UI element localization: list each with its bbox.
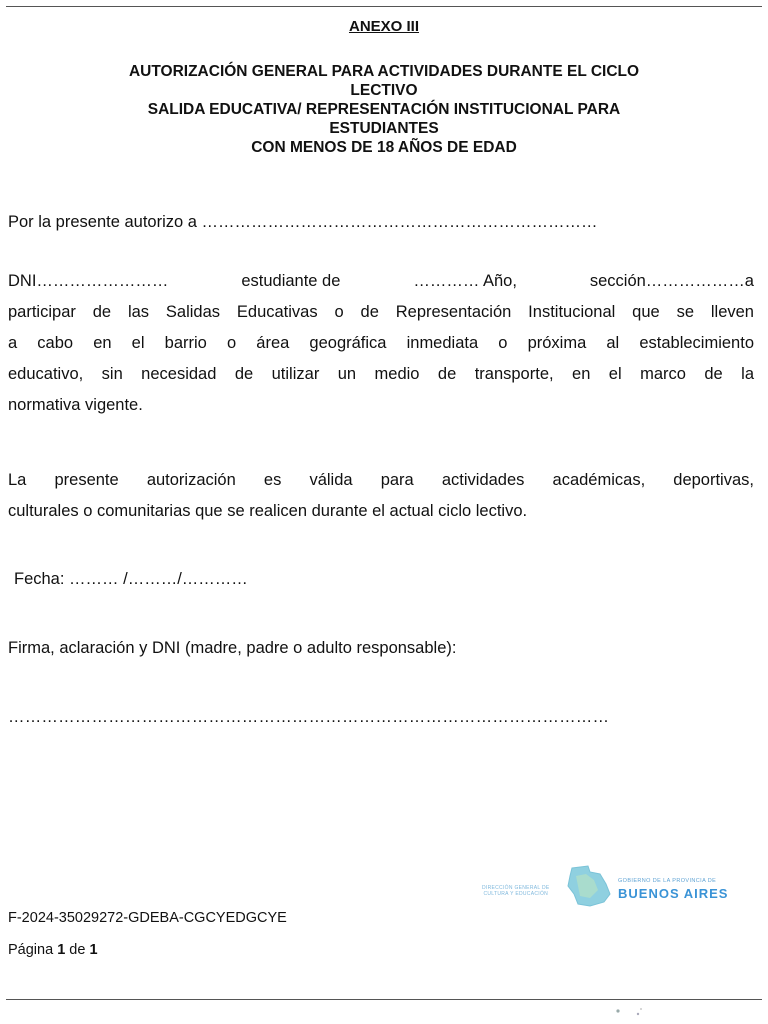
dni-field: DNI…………………… [8,272,169,290]
student-label: estudiante de [241,272,341,290]
paragraph-line: educativo, sin necesidad de utilizar un medio de transporte, en el marco de la [8,365,754,383]
paragraph-line: participar de las Salidas Educativas o de Representación Institucional que se lleven [8,303,754,321]
paragraph-line: culturales o comunitarias que se realicen durante el actual ciclo lectivo. [8,502,528,520]
paragraph-line: a cabo en el barrio o área geográfica inmediata o próxima al establecimiento [8,334,754,352]
logo-left-text: DIRECCIÓN GENERAL DE CULTURA Y EDUCACIÓN [482,885,550,897]
logo-gov-text: GOBIERNO DE LA PROVINCIA DE [618,878,717,884]
authorization-paragraph [8,266,754,421]
logo-province-text: BUENOS AIRES [618,886,729,901]
heading-line: ESTUDIANTES [329,120,439,137]
signature-line: ……………………………………………………………………………………………… [8,708,610,726]
heading-line: LECTIVO [350,82,418,99]
heading-line: AUTORIZACIÓN GENERAL PARA ACTIVIDADES DURANTE EL CICLO [128,63,640,80]
scan-specks-icon [610,1005,650,1019]
validity-paragraph [8,465,754,527]
annex-title: ANEXO III [348,18,419,35]
document-code: F-2024-35029272-GDEBA-CGCYEDGCYE [8,910,287,926]
heading-line: CON MENOS DE 18 AÑOS DE EDAD [251,139,517,156]
province-map-icon [566,864,612,908]
heading-line: SALIDA EDUCATIVA/ REPRESENTACIÓN INSTITUCIONAL PARA [147,101,621,118]
bottom-rule [6,999,762,1000]
year-field: ………… Año, [413,272,517,290]
page-number: Página 1 de 1 [8,942,98,958]
dni-line [8,266,754,297]
date-line: Fecha: ……… /………/………… [14,570,248,588]
paragraph-line: La presente autorización es válida para actividades académicas, deportivas, [8,471,754,489]
section-field: sección………………a [589,272,754,290]
document-heading [30,62,738,157]
gdeba-logo [478,862,740,910]
paragraph-line: normativa vigente. [8,396,143,414]
signature-label: Firma, aclaración y DNI (madre, padre o adulto responsable): [8,639,457,657]
authorize-line: Por la presente autorizo a ……………………………………………………………… [8,213,598,231]
top-rule [6,6,762,7]
